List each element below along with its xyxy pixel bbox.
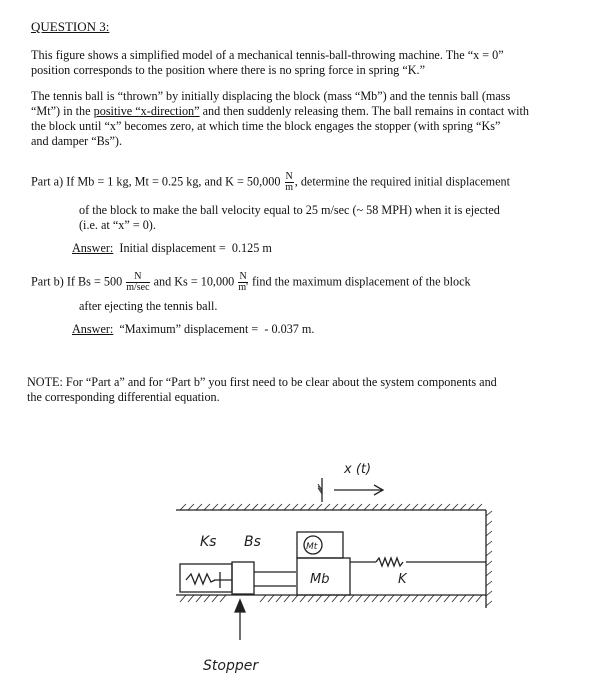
frac-num: N: [126, 272, 149, 283]
part-a-pre: Part a) If Mb = 1 kg, Mt = 0.25 kg, and K = 50,000: [31, 174, 281, 189]
stopper-pointer-head: [235, 600, 245, 612]
part-b-line-2: after ejecting the tennis ball.: [79, 299, 218, 313]
answer-value: - 0.037 m.: [264, 322, 315, 336]
part-b-line-1: [31, 272, 471, 293]
k-label: K: [398, 572, 407, 587]
para2-line-2-pre: “Mt”) in the: [31, 104, 94, 118]
mb-label: Mb: [310, 572, 330, 587]
frac-den: m: [285, 182, 293, 193]
para2-line-1: The tennis ball is “thrown” by initially displacing the block (mass “Mb”) and the tennis ball (mass: [31, 89, 511, 103]
answer-label: Answer:: [72, 241, 114, 255]
para2-line-4: and damper “Bs”).: [31, 134, 123, 148]
x-position-arrow: [318, 478, 383, 502]
answer-value: 0.125 m: [231, 241, 272, 255]
bs-label: Bs: [244, 534, 261, 550]
part-b-answer: [72, 322, 314, 337]
floor-hatching: [180, 595, 482, 602]
top-wall-hatching: [180, 504, 482, 510]
para2-line-2-post: and then suddenly releasing them. The ball remains in contact with: [199, 104, 529, 118]
answer-text: Initial displacement =: [119, 241, 226, 255]
frac-den: m/sec: [126, 282, 150, 293]
intro-line-1: This figure shows a simplified model of a mechanical tennis-ball-throwing machine. The “x = 0”: [31, 48, 504, 62]
note-line-1: NOTE: For “Part a” and for “Part b” you first need to be clear about the system components and: [27, 375, 497, 389]
question-title: QUESTION 3:: [31, 19, 110, 34]
stopper-label: Stopper: [203, 658, 259, 674]
part-a-post: , determine the required initial displacement: [294, 174, 510, 189]
intro-line-2: position corresponds to the position where there is no spring force in spring “K.”: [31, 63, 425, 77]
part-b-pre: Part b) If Bs = 500: [31, 274, 123, 289]
part-a-fraction: [285, 172, 294, 193]
frac-den: m': [238, 282, 248, 293]
note-line-2: the corresponding differential equation.: [27, 390, 220, 404]
mt-label: Mt: [306, 542, 318, 552]
answer-text: “Maximum” displacement =: [119, 322, 259, 336]
stopper-spring: [186, 574, 232, 584]
frac-num: N: [285, 171, 293, 182]
part-b-mid: and Ks = 10,000: [153, 274, 235, 289]
stopper-plate: [232, 562, 254, 594]
part-a-line-1: [31, 172, 510, 193]
frac-num: N: [239, 271, 247, 282]
part-a-line-2: of the block to make the ball velocity equal to 25 m/sec (~ 58 MPH) when it is ejected: [79, 203, 500, 217]
spring-k: [376, 558, 403, 566]
right-wall-hatching: [486, 511, 492, 606]
part-b-fraction-1: [126, 272, 149, 293]
answer-label: Answer:: [72, 322, 114, 336]
para2-line-2: [31, 104, 529, 119]
x-t-label: x (t): [344, 462, 372, 477]
part-b-post: find the maximum displacement of the block: [251, 274, 471, 289]
mechanism-figure: [0, 440, 610, 695]
part-a-answer: [72, 241, 272, 256]
positive-x-direction: positive “x-direction”: [93, 104, 200, 118]
para2-line-3: the block until “x” becomes zero, at which time the block engages the stopper (with spring “Ks”: [31, 119, 501, 133]
part-a-line-3: (i.e. at “x” = 0).: [79, 218, 156, 232]
ks-label: Ks: [200, 534, 217, 550]
part-b-fraction-2: [238, 272, 248, 293]
